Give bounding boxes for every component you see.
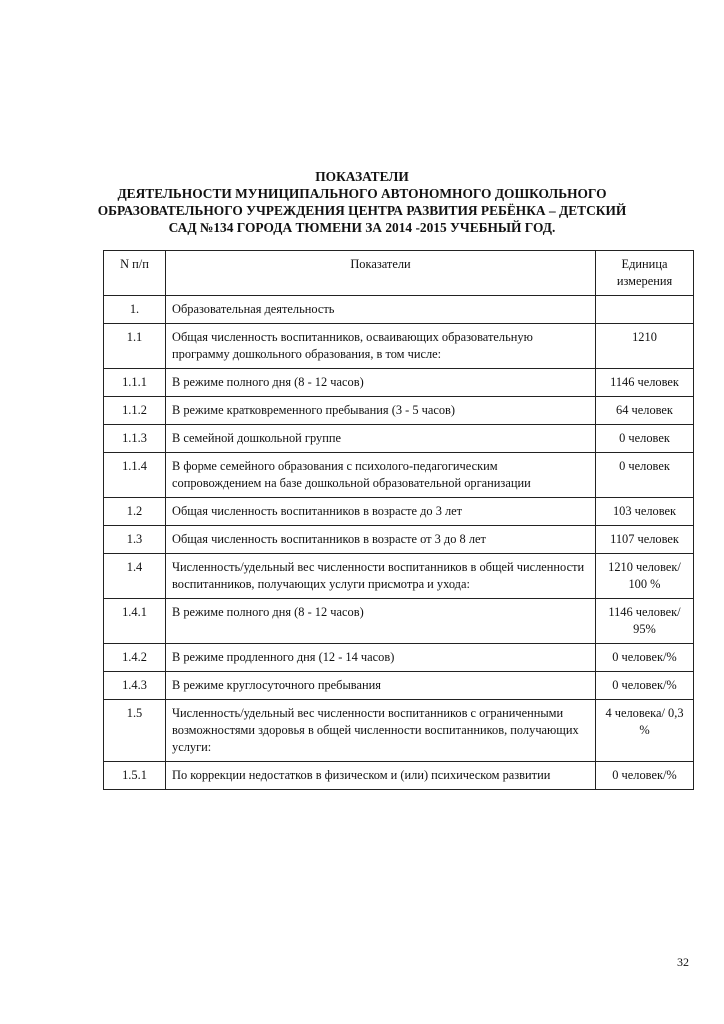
table-row [104,369,694,397]
cell-unit: 0 человек/% [596,644,694,672]
title-line: САД №134 ГОРОДА ТЮМЕНИ ЗА 2014 -2015 УЧЕБНЫЙ ГОД. [168,220,556,235]
header-indicator: Показатели [166,251,596,296]
header-num: N п/п [104,251,166,296]
cell-num: 1.4.3 [104,672,166,700]
cell-indicator: В режиме продленного дня (12 - 14 часов) [166,644,596,672]
cell-unit: 1210 человек/ 100 % [596,554,694,599]
table-row [104,296,694,324]
table-header-row [104,251,694,296]
cell-unit: 1146 человек/ 95% [596,599,694,644]
table-row [104,644,694,672]
title-line: ДЕЯТЕЛЬНОСТИ МУНИЦИПАЛЬНОГО АВТОНОМНОГО ДОШКОЛЬНОГО [117,186,607,201]
cell-num: 1.1.3 [104,425,166,453]
table-row [104,526,694,554]
cell-indicator: Численность/удельный вес численности воспитанников с ограниченными возможностями здоровья в общей численности воспитанников, получающих услуги: [166,700,596,762]
table-row [104,762,694,790]
cell-indicator: Общая численность воспитанников в возрасте до 3 лет [166,498,596,526]
indicators-table [103,250,694,790]
cell-num: 1.2 [104,498,166,526]
table-row [104,498,694,526]
cell-num: 1.5 [104,700,166,762]
table-row [104,700,694,762]
cell-unit: 0 человек [596,425,694,453]
table-row [104,453,694,498]
cell-num: 1.4 [104,554,166,599]
title-line: ОБРАЗОВАТЕЛЬНОГО УЧРЕЖДЕНИЯ ЦЕНТРА РАЗВИТИЯ РЕБЁНКА – ДЕТСКИЙ [97,203,627,218]
table-row [104,599,694,644]
cell-indicator: Общая численность воспитанников, осваивающих образовательную программу дошкольного образования, в том числе: [166,324,596,369]
cell-num: 1. [104,296,166,324]
cell-num: 1.4.1 [104,599,166,644]
cell-unit: 1146 человек [596,369,694,397]
document-title [60,168,664,236]
cell-unit: 0 человек/% [596,762,694,790]
title-line: ПОКАЗАТЕЛИ [315,169,409,184]
page-number: 32 [677,955,689,969]
cell-indicator: В режиме полного дня (8 - 12 часов) [166,599,596,644]
cell-indicator: В режиме кратковременного пребывания (3 - 5 часов) [166,397,596,425]
table-row [104,554,694,599]
cell-unit: 64 человек [596,397,694,425]
cell-num: 1.1.2 [104,397,166,425]
cell-indicator: В семейной дошкольной группе [166,425,596,453]
cell-num: 1.3 [104,526,166,554]
cell-num: 1.4.2 [104,644,166,672]
cell-unit: 0 человек/% [596,672,694,700]
cell-indicator: Численность/удельный вес численности воспитанников в общей численности воспитанников, получающих услуги присмотра и ухода: [166,554,596,599]
cell-num: 1.1 [104,324,166,369]
cell-num: 1.1.4 [104,453,166,498]
header-unit: Единица измерения [596,251,694,296]
cell-indicator: По коррекции недостатков в физическом и (или) психическом развитии [166,762,596,790]
cell-num: 1.1.1 [104,369,166,397]
cell-indicator: Общая численность воспитанников в возрасте от 3 до 8 лет [166,526,596,554]
table-row [104,672,694,700]
cell-unit: 1210 [596,324,694,369]
cell-unit: 103 человек [596,498,694,526]
cell-num: 1.5.1 [104,762,166,790]
table-row [104,397,694,425]
table-row [104,425,694,453]
table-row [104,324,694,369]
cell-indicator: В режиме полного дня (8 - 12 часов) [166,369,596,397]
cell-indicator: В форме семейного образования с психолого-педагогическим сопровождением на базе дошкольной образовательной организации [166,453,596,498]
cell-indicator: В режиме круглосуточного пребывания [166,672,596,700]
cell-indicator: Образовательная деятельность [166,296,596,324]
cell-unit: 1107 человек [596,526,694,554]
cell-unit: 0 человек [596,453,694,498]
cell-unit: 4 человека/ 0,3 % [596,700,694,762]
cell-unit [596,296,694,324]
